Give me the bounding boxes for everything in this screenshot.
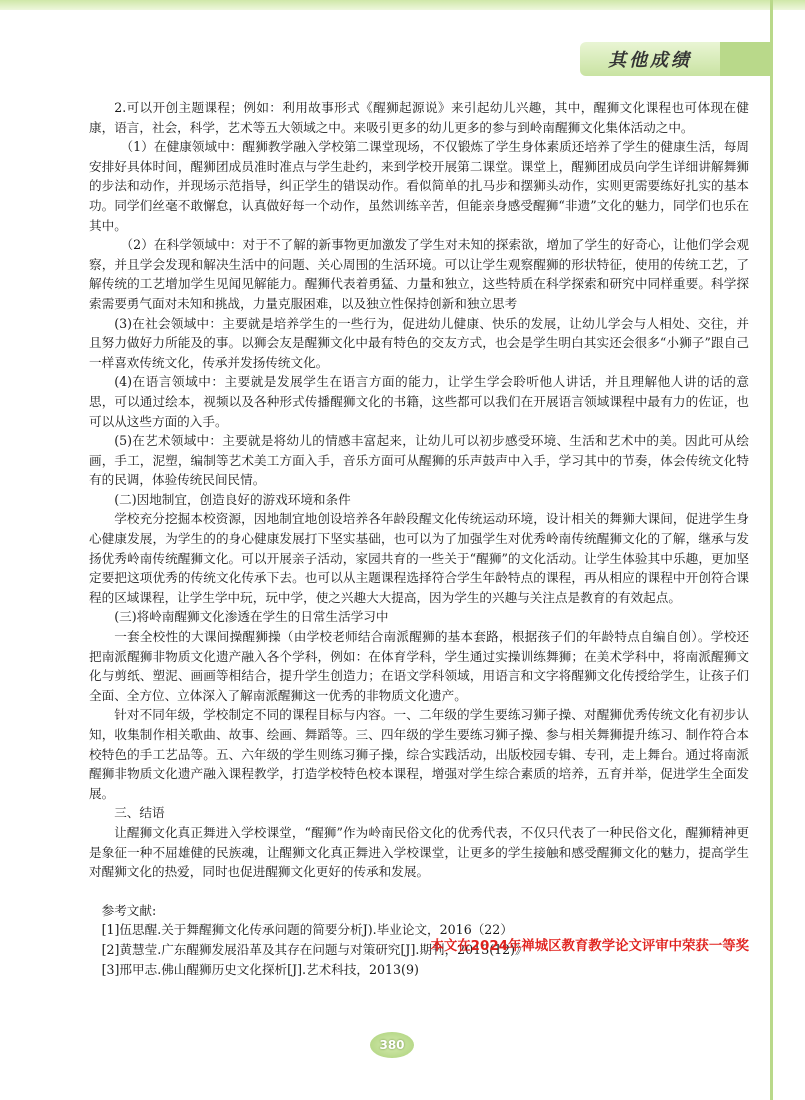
paragraph: 2.可以开创主题课程；例如：利用故事形式《醒狮起源说》来引起幼儿兴趣，其中，醒狮文化课程也可体现在健康，语言，社会，科学，艺术等五大领域之中。来吸引更多的幼儿更多的参与到岭南醒狮文化集体活动之中。: [89, 100, 749, 135]
page-number: 380: [370, 1032, 414, 1058]
subheading: (三)将岭南醒狮文化渗透在学生的日常生活学习中: [114, 609, 389, 625]
section-tab-cap: [720, 42, 770, 76]
paragraph: 让醒狮文化真正舞进入学校课堂，“醒狮”作为岭南民俗文化的优秀代表，不仅只代表了一种民俗文化，醒狮精神更是象征一种不屈雄健的民族魂，让醒狮文化真正舞进入学校课堂，让更多的学生接触和感受醒狮文化的魅力，提高学生对醒狮文化的热爱，同时也促进醒狮文化更好的传承和发展。: [89, 824, 749, 880]
reference-item: [3]邢甲志.佛山醒狮历史文化探析[J].艺术科技，2013(9): [101, 961, 419, 977]
references-heading: 参考文献:: [101, 902, 157, 918]
article-body: [89, 98, 749, 979]
paragraph: 针对不同年级，学校制定不同的课程目标与内容。一、二年级的学生要练习狮子操、对醒狮优秀传统文化有初步认知，收集制作相关歌曲、故事、绘画、舞蹈等。三、四年级的学生要练习狮子操、参与相关舞狮提升练习、制作符合本校特色的手工艺品等。五、六年级的学生则练习狮子操，综合实践活动，出版校园专辑、专刊，走上舞台。通过将南派醒狮非物质文化遗产融入课程教学，打造学校特色校本课程，增强对学生综合素质的培养，五育并举，促进学生全面发展。: [89, 707, 749, 801]
paragraph: （1）在健康领域中：醒狮教学融入学校第二课堂现场，不仅锻炼了学生身体素质还培养了学生的健康生活，每周安排好具体时间，醒狮团成员准时准点与学生赴约，来到学校开展第二课堂。课堂上，醒狮团成员向学生详细讲解舞狮的步法和动作，并现场示范指导，纠正学生的错误动作。看似简单的扎马步和摆狮头动作，实则更需要练好扎实的基本功。同学们丝毫不敢懈怠，认真做好每一个动作，虽然训练辛苦，但能亲身感受醒狮“非遗”文化的魅力，同学们也乐在其中。: [89, 139, 749, 233]
paragraph: (5)在艺术领域中：主要就是将幼儿的情感丰富起来，让幼儿可以初步感受环境、生活和艺术中的美。因此可从绘画，手工，泥塑，编制等艺术美工方面入手，音乐方面可从醒狮的乐声鼓声中入手，学习其中的节奏，体会传统文化特有的民调，体验传统民间民情。: [89, 433, 749, 488]
paragraph: (4)在语言领域中：主要就是发展学生在语言方面的能力，让学生学会聆听他人讲话，并且理解他人讲的话的意思，可以通过绘本，视频以及各种形式传播醒狮文化的书籍，这些都可以我们在开展语言领域课程中最有力的佐证，也可以从这些方面的入手。: [89, 374, 749, 429]
paragraph: 学校充分挖掘本校资源，因地制宜地创设培养各年龄段醒文化传统运动环境，设计相关的舞狮大课间，促进学生身心健康发展，为学生的的身心健康发展打下坚实基础，也可以为了加强学生对优秀岭南传统醒狮文化的了解，继承与发扬优秀岭南传统醒狮文化。可以开展亲子活动，家园共育的一些关于“醒狮”的文化活动。让学生体验其中乐趣，更加坚定要把这项优秀的传统文化传承下去。也可以从主题课程选择符合学生年龄特点的课程，再从相应的课程中开创符合课程的区域课程，让学生学中玩，玩中学，使之兴趣大大提高，因为学生的兴趣与关注点是教育的有效起点。: [89, 511, 749, 605]
reference-item: [1]伍思醒.关于舞醒狮文化传承问题的简要分析J).毕业论文，2016（22）: [101, 922, 513, 938]
reference-item: [2]黄慧莹.广东醒狮发展沿革及其存在问题与对策研究[J].期刊，2013(12)》: [101, 941, 528, 957]
award-note: 本文在2024年禅城区教育教学论文评审中荣获一等奖: [430, 939, 749, 954]
paragraph: (3)在社会领域中：主要就是培养学生的一些行为，促进幼儿健康、快乐的发展，让幼儿学会与人相处、交往，并且努力做好力所能及的事。以狮会友是醒狮文化中最有特色的交友方式，也会是学生明白其实还会很多“小狮子”跟自己一样喜欢传统文化，传承并发扬传统文化。: [89, 315, 749, 370]
right-margin-rule: [770, 0, 773, 1100]
paragraph: 一套全校性的大课间操醒狮操（由学校老师结合南派醒狮的基本套路，根据孩子们的年龄特点自编自创）。学校还把南派醒狮非物质文化遗产融入各个学科，例如：在体育学科，学生通过实操训练舞狮；在美术学科中，将南派醒狮文化与剪纸、塑泥、画画等相结合，提升学生创造力；在语文学科领域，用语言和文字将醒狮文化传授给学生，让孩子们全面、全方位、立体深入了解南派醒狮这一优秀的非物质文化遗产。: [89, 629, 749, 703]
section-heading: 三、结语: [114, 805, 165, 821]
paragraph: （2）在科学领域中：对于不了解的新事物更加激发了学生对未知的探索欲，增加了学生的好奇心，让他们学会观察，并且学会发现和解决生活中的问题、关心周围的生活环境。可以让学生观察醒狮的形状特征，使用的传统工艺，了解传统的工艺增加学生见闻见解能力。醒狮代表着勇猛、力量和独立，这些特质在科学探索和研究中同样重要。科学探索需要勇气面对未知和挑战，力量克服困难，以及独立性保持创新和独立思考: [89, 237, 749, 311]
section-title-tab: 其他成绩: [580, 42, 720, 76]
subheading: (二)因地制宜，创造良好的游戏环境和条件: [114, 491, 351, 507]
top-decor-band: [0, 0, 805, 10]
